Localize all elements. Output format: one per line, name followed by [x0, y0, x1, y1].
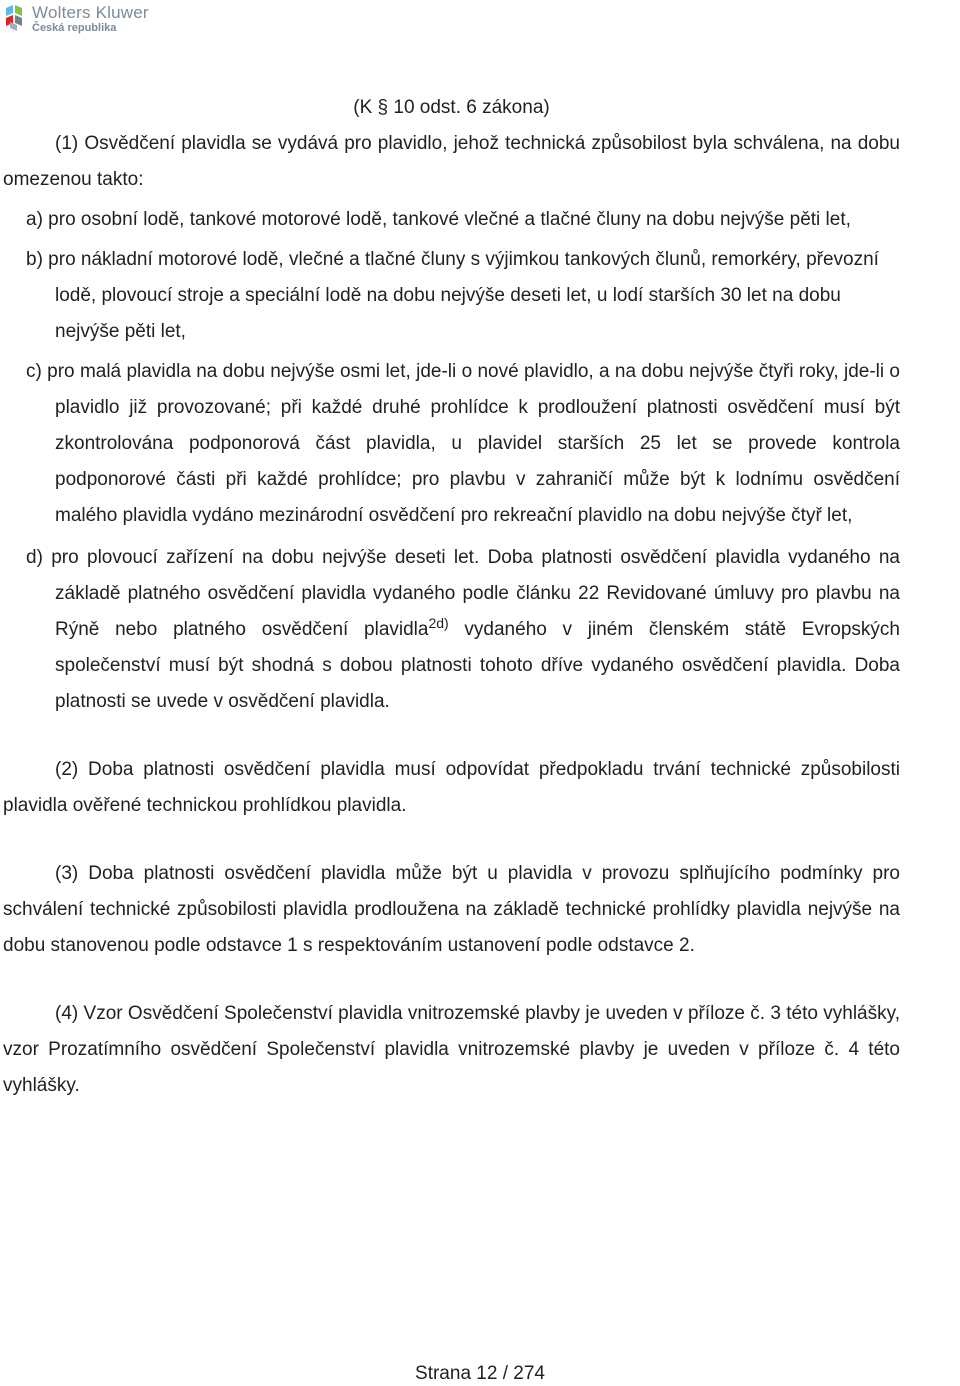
page-number: Strana 12 / 274: [415, 1363, 545, 1384]
list-item-d: [3, 540, 900, 720]
wolters-kluwer-logo-icon: [4, 4, 28, 32]
publisher-logo: [4, 4, 149, 34]
paragraph-4: (4) Vzor Osvědčení Společenství plavidla vnitrozemské plavby je uveden v příloze č. 3 této vyhlášky, vzor Prozatímního osvědčení Společenství plavidla vnitrozemské plavby je uveden v příloze č. 4 této vyhlášky.: [3, 1003, 900, 1096]
list-item-b: b) pro nákladní motorové lodě, vlečné a tlačné čluny s výjimkou tankových člunů, remorkéry, převozní lodě, plovoucí stroje a speciální lodě na dobu nejvýše deseti let, u lodí starších 30 let na dobu nejvýše pěti let,: [26, 249, 879, 342]
list-item-c: c) pro malá plavidla na dobu nejvýše osmi let, jde-li o nové plavidlo, a na dobu nejvýše čtyři roky, jde-li o plavidlo již provozované; při každé druhé prohlídce k prodloužení platnosti osvědčení musí být zkontrolována podponorová část plavidla, u plavidel starších 25 let se provede kontrola podponorové části při každé prohlídce; pro plavbu v zahraničí může být k lodnímu osvědčení malého plavidla vydáno mezinárodní osvědčení pro rekreační plavidlo na dobu nejvýše čtyř let,: [26, 361, 900, 526]
logo-brand-name: Wolters Kluwer: [32, 3, 149, 22]
section-heading: (K § 10 odst. 6 zákona): [353, 97, 550, 118]
paragraph-3: (3) Doba platnosti osvědčení plavidla může být u plavidla v provozu splňujícího podmínky pro schválení technické způsobilosti plavidla prodloužena na základě technické prohlídky plavidla nejvýše na dobu stanovenou podle odstavce 1 s respektováním ustanovení podle odstavce 2.: [3, 863, 900, 956]
logo-subbrand: Česká republika: [32, 22, 117, 34]
list-item-d-text-continued: vydaného v jiném členském státě Evropských společenství musí být shodná s dobou platnosti tohoto dříve vydaného osvědčení plavidla. Doba platnosti se uvede v osvědčení plavidla.: [55, 619, 900, 712]
paragraph-1-intro: (1) Osvědčení plavidla se vydává pro plavidlo, jehož technická způsobilost byla schválena, na dobu omezenou takto:: [3, 133, 900, 190]
list-item-a: a) pro osobní lodě, tankové motorové lodě, tankové vlečné a tlačné čluny na dobu nejvýše pěti let,: [26, 209, 851, 230]
footnote-reference: 2d): [428, 615, 449, 631]
paragraph-2: (2) Doba platnosti osvědčení plavidla musí odpovídat předpokladu trvání technické způsobilosti plavidla ověřené technickou prohlídkou plavidla.: [3, 759, 900, 816]
list-item-d-text: d) pro plovoucí zařízení na dobu nejvýše deseti let. Doba platnosti osvědčení plavidla vydaného na základě platného osvědčení plavidla vydaného podle článku 22 Revidované úmluvy pro plavbu na Rýně nebo platného osvědčení plavidla: [26, 547, 900, 640]
document-body: [3, 90, 900, 1104]
